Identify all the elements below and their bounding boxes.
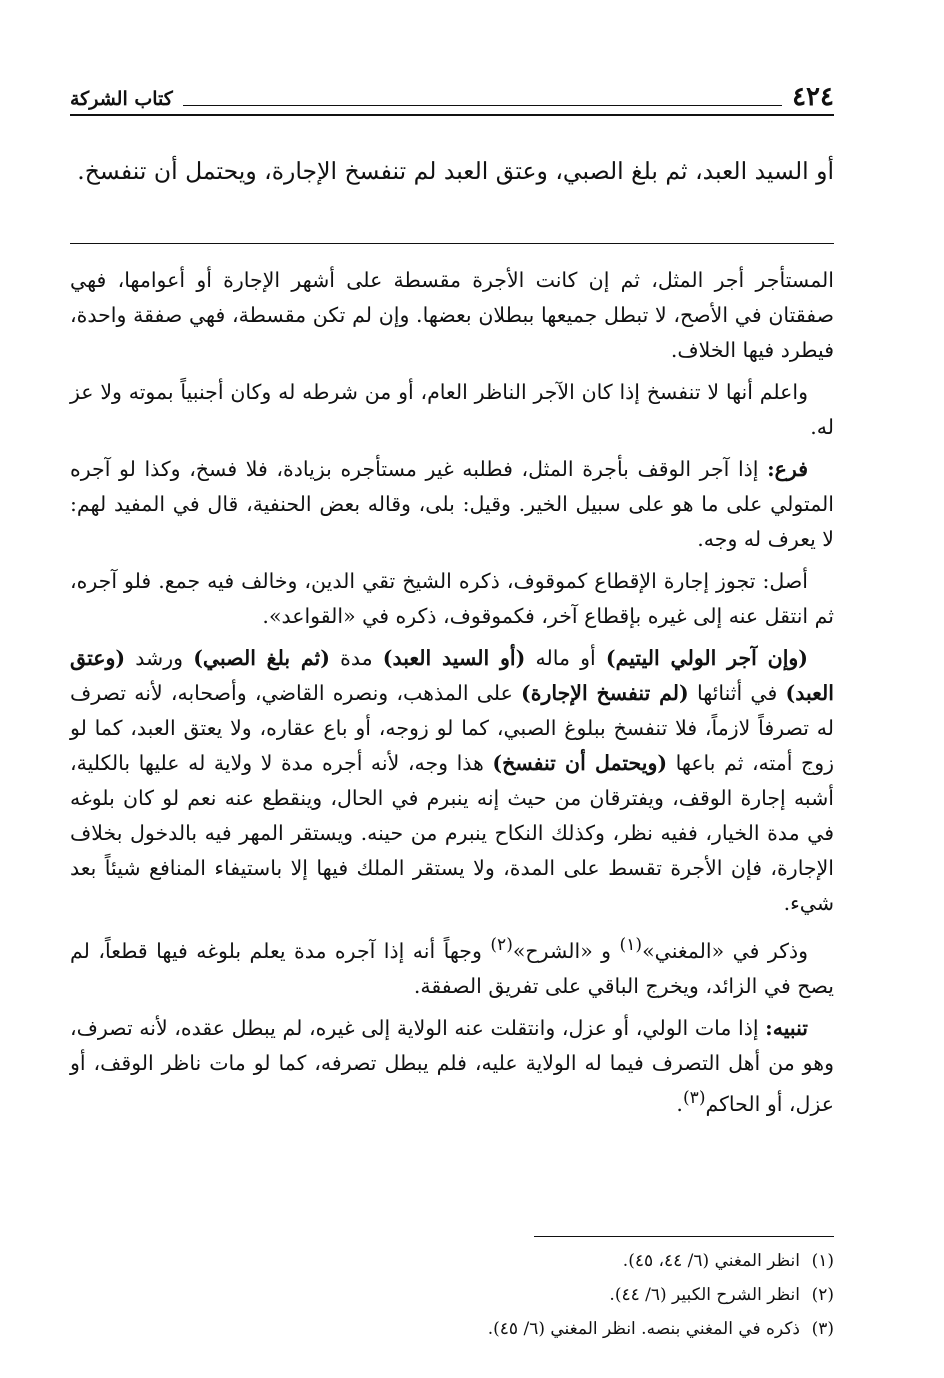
commentary-paragraph: أصل: تجوز إجارة الإقطاع كموقوف، ذكره الشيخ تقي الدين، وخالف فيه جمع. فلو آجره، ثم انتقل عنه إلى غيره بإقطاع آخر، فكموقوف، ذكره في «القواعد». xyxy=(70,569,834,628)
footnote xyxy=(70,1244,834,1278)
header-rule xyxy=(183,105,782,106)
footnotes xyxy=(70,1244,834,1346)
quoted-matn: (ويحتمل أن تنفسخ) xyxy=(492,751,668,775)
commentary xyxy=(70,263,834,1129)
commentary-paragraph: المستأجر أجر المثل، ثم إن كانت الأجرة مقسطة على أشهر الإجارة أو أعوامها، فهي صفقتان في الأصح، لا تبطل جميعها ببطلان بعضها. وإن لم تكن مقسطة، فهي صفقة واحدة، فيطرد فيها الخلاف. xyxy=(70,268,834,362)
footnote-number: (٣) xyxy=(811,1319,834,1339)
footnote-ref[interactable]: (٢) xyxy=(490,935,513,955)
quoted-matn: (أو السيد العبد) xyxy=(382,646,526,670)
matn-separator xyxy=(70,243,834,244)
section-label: تنبيه: xyxy=(765,1015,808,1040)
section-label: فرع: xyxy=(767,457,808,481)
footnote xyxy=(70,1312,834,1346)
quoted-matn: (ثم بلغ الصبي) xyxy=(193,646,330,670)
footnote-number: (١) xyxy=(811,1251,834,1271)
book-title: كتاب الشركة xyxy=(70,88,173,110)
commentary-paragraph: واعلم أنها لا تنفسخ إذا كان الآجر الناظر العام، أو من شرطه له وكان أجنبياً بموته ولا عز له. xyxy=(70,380,834,439)
commentary-paragraph: تنبيه: إذا مات الولي، أو عزل، وانتقلت عنه الولاية إلى غيره، لم يبطل عقده، لأنه تصرف، وهو من أهل التصرف فيما له الولاية عليه، فلم يبطل تصرفه، كما لو مات ناظر الوقف، أو عزل، أو الحاكم$^{(٣)}$. xyxy=(70,1015,834,1116)
quoted-matn: (وإن آجر الولي اليتيم) xyxy=(605,646,808,670)
matn-text: أو السيد العبد، ثم بلغ الصبي، وعتق العبد لم تنفسخ الإجارة، ويحتمل أن تنفسخ. xyxy=(77,157,834,185)
page-header xyxy=(70,76,834,116)
footnote-separator xyxy=(534,1236,834,1237)
commentary-paragraph: (وإن آجر الولي اليتيم) أو ماله (أو السيد العبد) مدة (ثم بلغ الصبي) ورشد (وعتق العبد) في أثنائها (لم تنفسخ الإجارة) على المذهب، ونصره القاضي، وأصحابه، لأنه تصرف له تصرفاً لازماً، فلا تنفسخ ببلوغ الصبي، كما لو زوجه، أو باع عقاره، ولا يعتق العبد، كما لو زوج أمته، ثم باعها (ويحتمل أن تنفسخ) هذا وجه، لأنه أجره مدة لا ولاية له عليها بالكلية، أشبه إجارة الوقف، ويفترقان من حيث إنه ينبرم في الحال، وينقطع عنه نعم لو كان بلوغه في مدة الخيار، ففيه نظر، وكذلك النكاح ينبرم من حينه. ويستقر المهر فيه بالدخول بخلاف الإجارة، فإن الأجرة تقسط على المدة، ولا يستقر الملك فيها إلا باستيفاء المنافع شيئاً بعد شيء. xyxy=(70,646,834,915)
footnote-ref[interactable]: (٣) xyxy=(682,1087,706,1108)
footnote-number: (٢) xyxy=(811,1285,834,1305)
footnote xyxy=(70,1278,834,1312)
footnote-text: انظر المغني (٦/ ٤٤، ٤٥). xyxy=(622,1251,800,1271)
footnote-text: انظر الشرح الكبير (٦/ ٤٤). xyxy=(609,1285,800,1305)
footnote-text: ذكره في المغني بنصه. انظر المغني (٦/ ٤٥). xyxy=(487,1319,800,1339)
commentary-paragraph: فرع: إذا آجر الوقف بأجرة المثل، فطلبه غير مستأجره بزيادة، فلا فسخ، وكذا لو آجره المتولي على ما هو على سبيل الخير. وقيل: بلى، وقاله بعض الحنفية، قال في المفيد لهم: لا يعرف له وجه. xyxy=(70,457,834,551)
page-number: ٤٢٤ xyxy=(792,82,834,112)
quoted-matn: (وعتق العبد) xyxy=(70,646,834,705)
footnote-ref[interactable]: (١) xyxy=(619,935,643,955)
commentary-paragraph: وذكر في «المغني»$^{(١)}$ و «الشرح»$^{(٢)}$ وجهاً أنه إذا آجره مدة يعلم بلوغه فيها قطعاً، لم يصح في الزائد، ويخرج الباقي على تفريق الصفقة. xyxy=(70,935,834,998)
quoted-matn: (لم تنفسخ الإجارة) xyxy=(521,681,689,705)
